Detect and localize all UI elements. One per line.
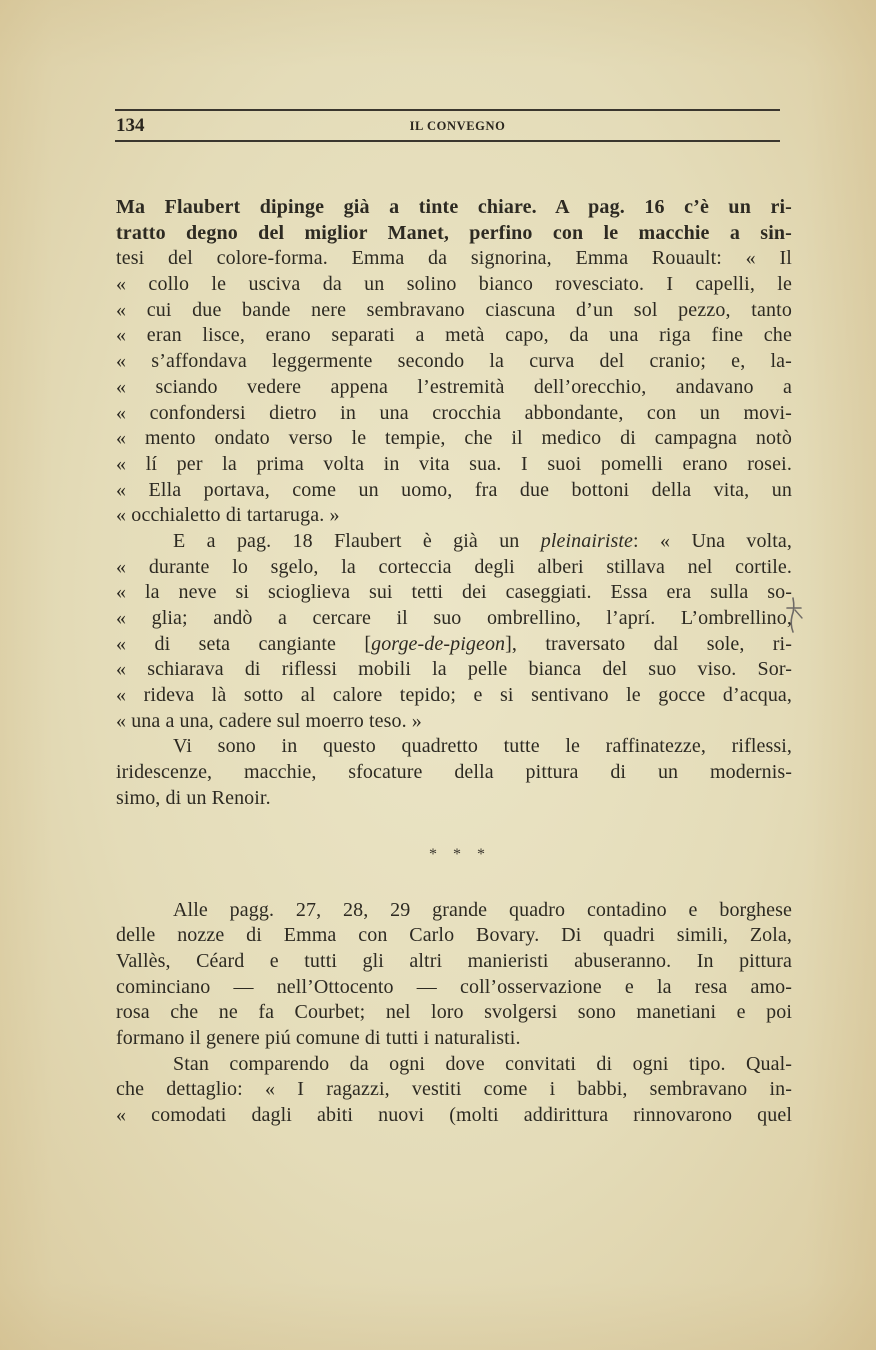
text-line: Vi sono in questo quadretto tutte le raffinatezze, riflessi, <box>173 735 792 758</box>
section-break-asterism: * * * <box>429 845 491 863</box>
text-line <box>116 529 792 555</box>
text-line: Stan comparendo da ogni dove convitati di ogni tipo. Qual- <box>173 1052 792 1075</box>
page-number: 134 <box>116 115 145 136</box>
text-line: « confondersi dietro in una crocchia abbondante, con un movi- <box>116 401 792 424</box>
text-segment: ], traversato dal sole, ri- <box>505 632 792 655</box>
italic-term: gorge-de-pigeon <box>371 632 506 655</box>
section-gap <box>116 812 792 842</box>
paragraph-2 <box>116 529 792 735</box>
text-line: « una a una, cadere sul moerro teso. » <box>116 709 422 732</box>
text-line: « Ella portava, come un uomo, fra due bottoni della vita, un <box>116 478 792 501</box>
text-line: « la neve si scioglieva sui tetti dei caseggiati. Essa era sulla so- <box>116 581 792 604</box>
text-line: Ma Flaubert dipinge già a tinte chiare. A pag. 16 c’è un ri- <box>116 196 792 218</box>
text-segment: E a pag. 18 Flaubert è già un <box>173 529 541 552</box>
text-line: « comodati dagli abiti nuovi (molti addirittura rinnovarono quel <box>116 1104 792 1126</box>
italic-term: pleinairiste <box>540 529 634 552</box>
text-line: « schiarava di riflessi mobili la pelle bianca del suo viso. Sor- <box>116 658 792 681</box>
text-line: « rideva là sotto al calore tepido; e si sentivano le gocce d’acqua, <box>116 684 792 707</box>
header-rule-top <box>115 109 780 111</box>
text-line: Vallès, Céard e tutti gli altri manieristi abuseranno. In pittura <box>116 949 792 972</box>
text-line: « glia; andò a cercare il suo ombrellino, l’aprí. L’ombrellino, <box>116 607 792 629</box>
text-line: tratto degno del miglior Manet, perfino con le macchie a sin- <box>116 221 792 244</box>
paragraph-5 <box>116 1052 792 1129</box>
text-line: « durante lo sgelo, la corteccia degli alberi stillava nel cortile. <box>116 555 792 578</box>
journal-title: IL CONVEGNO <box>409 119 506 133</box>
text-line: « lí per la prima volta in vita sua. I suoi pomelli erano rosei. <box>116 452 792 475</box>
text-line: « sciando vedere appena l’estremità dell’orecchio, andavano a <box>116 375 792 398</box>
text-line: « eran lisce, erano separati a metà capo, da una riga fine che <box>116 324 792 347</box>
paragraph-4 <box>116 898 792 1052</box>
text-line: formano il genere piú comune di tutti i naturalisti. <box>116 1026 521 1049</box>
text-line: simo, di un Renoir. <box>116 786 271 809</box>
text-line: iridescenze, macchie, sfocature della pittura di un modernis- <box>116 761 792 784</box>
text-segment: : « Una volta, <box>633 529 792 552</box>
body-text <box>116 195 792 1129</box>
text-segment: « di seta cangiante [ <box>116 632 372 655</box>
text-line <box>116 632 792 658</box>
text-line: « occhialetto di tartaruga. » <box>116 504 340 527</box>
text-line: Alle pagg. 27, 28, 29 grande quadro contadino e borghese <box>173 898 792 921</box>
text-line: delle nozze di Emma con Carlo Bovary. Di quadri simili, Zola, <box>116 924 792 947</box>
running-head <box>115 115 780 137</box>
text-line: « collo le usciva da un solino bianco rovesciato. I capelli, le <box>116 273 792 296</box>
pencil-cross-mark-icon <box>783 594 805 634</box>
text-line: che dettaglio: « I ragazzi, vestiti come i babbi, sembravano in- <box>116 1078 792 1101</box>
paragraph-1 <box>116 195 792 529</box>
paragraph-3 <box>116 734 792 811</box>
header-rule-bottom <box>115 140 780 142</box>
section-gap <box>116 868 792 898</box>
text-line: tesi del colore-forma. Emma da signorina, Emma Rouault: « Il <box>116 247 792 270</box>
text-line: « cui due bande nere sembravano ciascuna d’un sol pezzo, tanto <box>116 298 792 321</box>
text-line: « s’affondava leggermente secondo la curva del cranio; e, la- <box>116 350 792 373</box>
text-line: « mento ondato verso le tempie, che il medico di campagna notò <box>116 427 792 450</box>
text-line: cominciano — nell’Ottocento — coll’osservazione e la resa amo- <box>116 975 792 998</box>
text-line: rosa che ne fa Courbet; nel loro svolgersi sono manetiani e poi <box>116 1001 792 1024</box>
